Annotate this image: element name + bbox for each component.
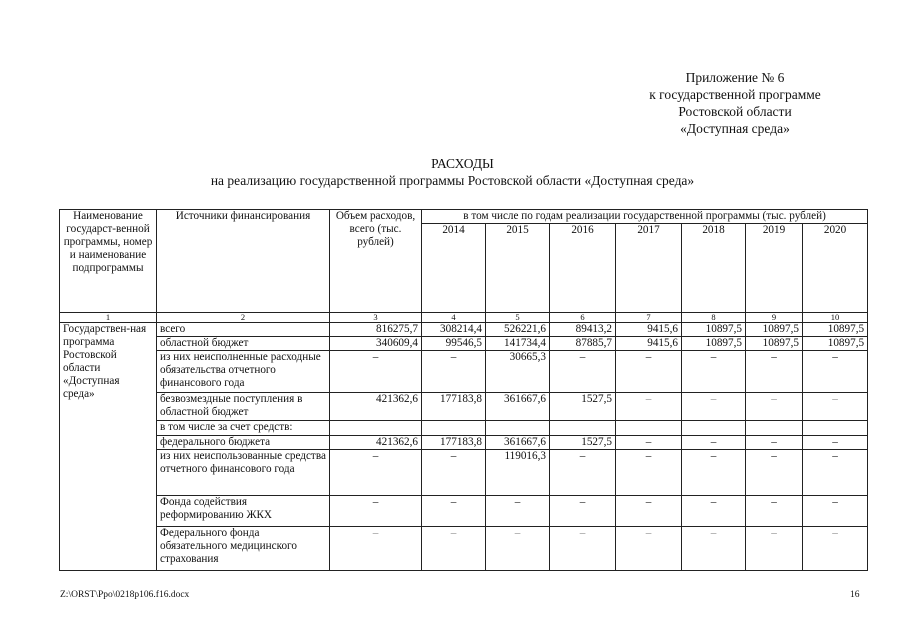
value-cell: 10897,5 — [746, 323, 803, 337]
value-cell: 141734,4 — [486, 337, 550, 351]
value-cell: – — [550, 496, 616, 527]
header-by-years: в том числе по годам реализации государственной программы (тыс. рублей) — [422, 210, 868, 224]
column-number: 9 — [746, 313, 803, 323]
value-cell: – — [746, 496, 803, 527]
column-number-row — [60, 313, 868, 323]
source-cell: в том числе за счет средств: — [157, 421, 330, 436]
document-title — [0, 155, 905, 189]
value-cell: 10897,5 — [682, 337, 746, 351]
table-row — [60, 323, 868, 337]
value-cell: – — [486, 496, 550, 527]
value-cell: – — [682, 351, 746, 393]
column-number: 2 — [157, 313, 330, 323]
value-cell: – — [550, 450, 616, 496]
value-cell: – — [746, 527, 803, 571]
value-cell: – — [682, 393, 746, 421]
source-cell: федерального бюджета — [157, 436, 330, 450]
header-sources: Источники финансирования — [157, 210, 330, 313]
value-cell — [803, 421, 868, 436]
value-cell: 421362,6 — [330, 436, 422, 450]
column-number: 5 — [486, 313, 550, 323]
appendix-block — [560, 69, 905, 137]
column-number: 4 — [422, 313, 486, 323]
header-year: 2018 — [682, 224, 746, 313]
value-cell: 340609,4 — [330, 337, 422, 351]
table-row — [60, 393, 868, 421]
value-cell: – — [330, 527, 422, 571]
value-cell: – — [746, 450, 803, 496]
value-cell: – — [803, 496, 868, 527]
source-cell: всего — [157, 323, 330, 337]
value-cell: – — [746, 393, 803, 421]
value-cell: – — [422, 351, 486, 393]
value-cell: – — [803, 527, 868, 571]
value-cell: – — [616, 436, 682, 450]
header-year: 2014 — [422, 224, 486, 313]
source-cell: из них неисполненные расходные обязательства отчетного финансового года — [157, 351, 330, 393]
value-cell: – — [616, 351, 682, 393]
value-cell: – — [682, 450, 746, 496]
appendix-line-3: Ростовской области — [678, 104, 792, 119]
source-cell: областной бюджет — [157, 337, 330, 351]
value-cell: 10897,5 — [682, 323, 746, 337]
value-cell: 87885,7 — [550, 337, 616, 351]
value-cell: – — [803, 450, 868, 496]
value-cell: – — [422, 496, 486, 527]
header-volume: Объем расходов, всего (тыс. рублей) — [330, 210, 422, 313]
title-line-1: РАСХОДЫ — [431, 156, 494, 171]
column-number: 1 — [60, 313, 157, 323]
header-year: 2020 — [803, 224, 868, 313]
source-cell: безвозмездные поступления в областной бюджет — [157, 393, 330, 421]
value-cell: 361667,6 — [486, 393, 550, 421]
column-number: 6 — [550, 313, 616, 323]
value-cell: 1527,5 — [550, 436, 616, 450]
column-number: 3 — [330, 313, 422, 323]
value-cell: 177183,8 — [422, 393, 486, 421]
value-cell: – — [746, 436, 803, 450]
value-cell: – — [550, 351, 616, 393]
value-cell: 10897,5 — [803, 323, 868, 337]
value-cell: 89413,2 — [550, 323, 616, 337]
value-cell — [682, 421, 746, 436]
header-program-name: Наименование государст-венной программы, номер и наименование подпрограммы — [60, 210, 157, 313]
value-cell: – — [803, 393, 868, 421]
value-cell: – — [330, 496, 422, 527]
page-number: 16 — [850, 590, 860, 600]
value-cell: 1527,5 — [550, 393, 616, 421]
expenses-table — [59, 209, 868, 571]
value-cell: – — [486, 527, 550, 571]
table-row — [60, 436, 868, 450]
value-cell: 9415,6 — [616, 337, 682, 351]
table-row — [60, 527, 868, 571]
value-cell: – — [330, 351, 422, 393]
value-cell: – — [616, 450, 682, 496]
value-cell: 9415,6 — [616, 323, 682, 337]
value-cell: – — [330, 450, 422, 496]
value-cell: 10897,5 — [803, 337, 868, 351]
value-cell: 10897,5 — [746, 337, 803, 351]
value-cell: 99546,5 — [422, 337, 486, 351]
value-cell — [616, 421, 682, 436]
value-cell: 526221,6 — [486, 323, 550, 337]
header-year: 2015 — [486, 224, 550, 313]
appendix-line-1: Приложение № 6 — [685, 70, 785, 85]
header-year: 2016 — [550, 224, 616, 313]
value-cell: – — [550, 527, 616, 571]
header-year: 2019 — [746, 224, 803, 313]
value-cell — [486, 421, 550, 436]
value-cell: – — [746, 351, 803, 393]
file-path: Z:\ORST\Ppo\0218p106.f16.docx — [60, 590, 190, 600]
column-number: 8 — [682, 313, 746, 323]
header-year: 2017 — [616, 224, 682, 313]
value-cell: 816275,7 — [330, 323, 422, 337]
value-cell: 308214,4 — [422, 323, 486, 337]
column-number: 7 — [616, 313, 682, 323]
value-cell: – — [803, 436, 868, 450]
appendix-line-4: «Доступная среда» — [680, 121, 790, 136]
value-cell — [330, 421, 422, 436]
table-row — [60, 421, 868, 436]
value-cell: 119016,3 — [486, 450, 550, 496]
value-cell: 361667,6 — [486, 436, 550, 450]
value-cell: 421362,6 — [330, 393, 422, 421]
value-cell: – — [616, 393, 682, 421]
source-cell: Федерального фонда обязательного медицинского страхования — [157, 527, 330, 571]
value-cell: – — [682, 436, 746, 450]
value-cell: – — [616, 496, 682, 527]
value-cell: 177183,8 — [422, 436, 486, 450]
value-cell: – — [803, 351, 868, 393]
appendix-line-2: к государственной программе — [649, 87, 821, 102]
source-cell: из них неиспользованные средства отчетного финансового года — [157, 450, 330, 496]
value-cell: – — [616, 527, 682, 571]
source-cell: Фонда содействия реформированию ЖКХ — [157, 496, 330, 527]
table-row — [60, 351, 868, 393]
value-cell — [550, 421, 616, 436]
value-cell: 30665,3 — [486, 351, 550, 393]
column-number: 10 — [803, 313, 868, 323]
value-cell — [746, 421, 803, 436]
table-row — [60, 450, 868, 496]
value-cell: – — [422, 527, 486, 571]
value-cell: – — [682, 496, 746, 527]
value-cell — [422, 421, 486, 436]
table-row — [60, 496, 868, 527]
value-cell: – — [682, 527, 746, 571]
table-row — [60, 337, 868, 351]
title-line-2: на реализацию государственной программы Ростовской области «Доступная среда» — [210, 173, 695, 188]
value-cell: – — [422, 450, 486, 496]
program-name-cell: Государствен-ная программа Ростовской области «Доступная среда» — [60, 323, 157, 571]
